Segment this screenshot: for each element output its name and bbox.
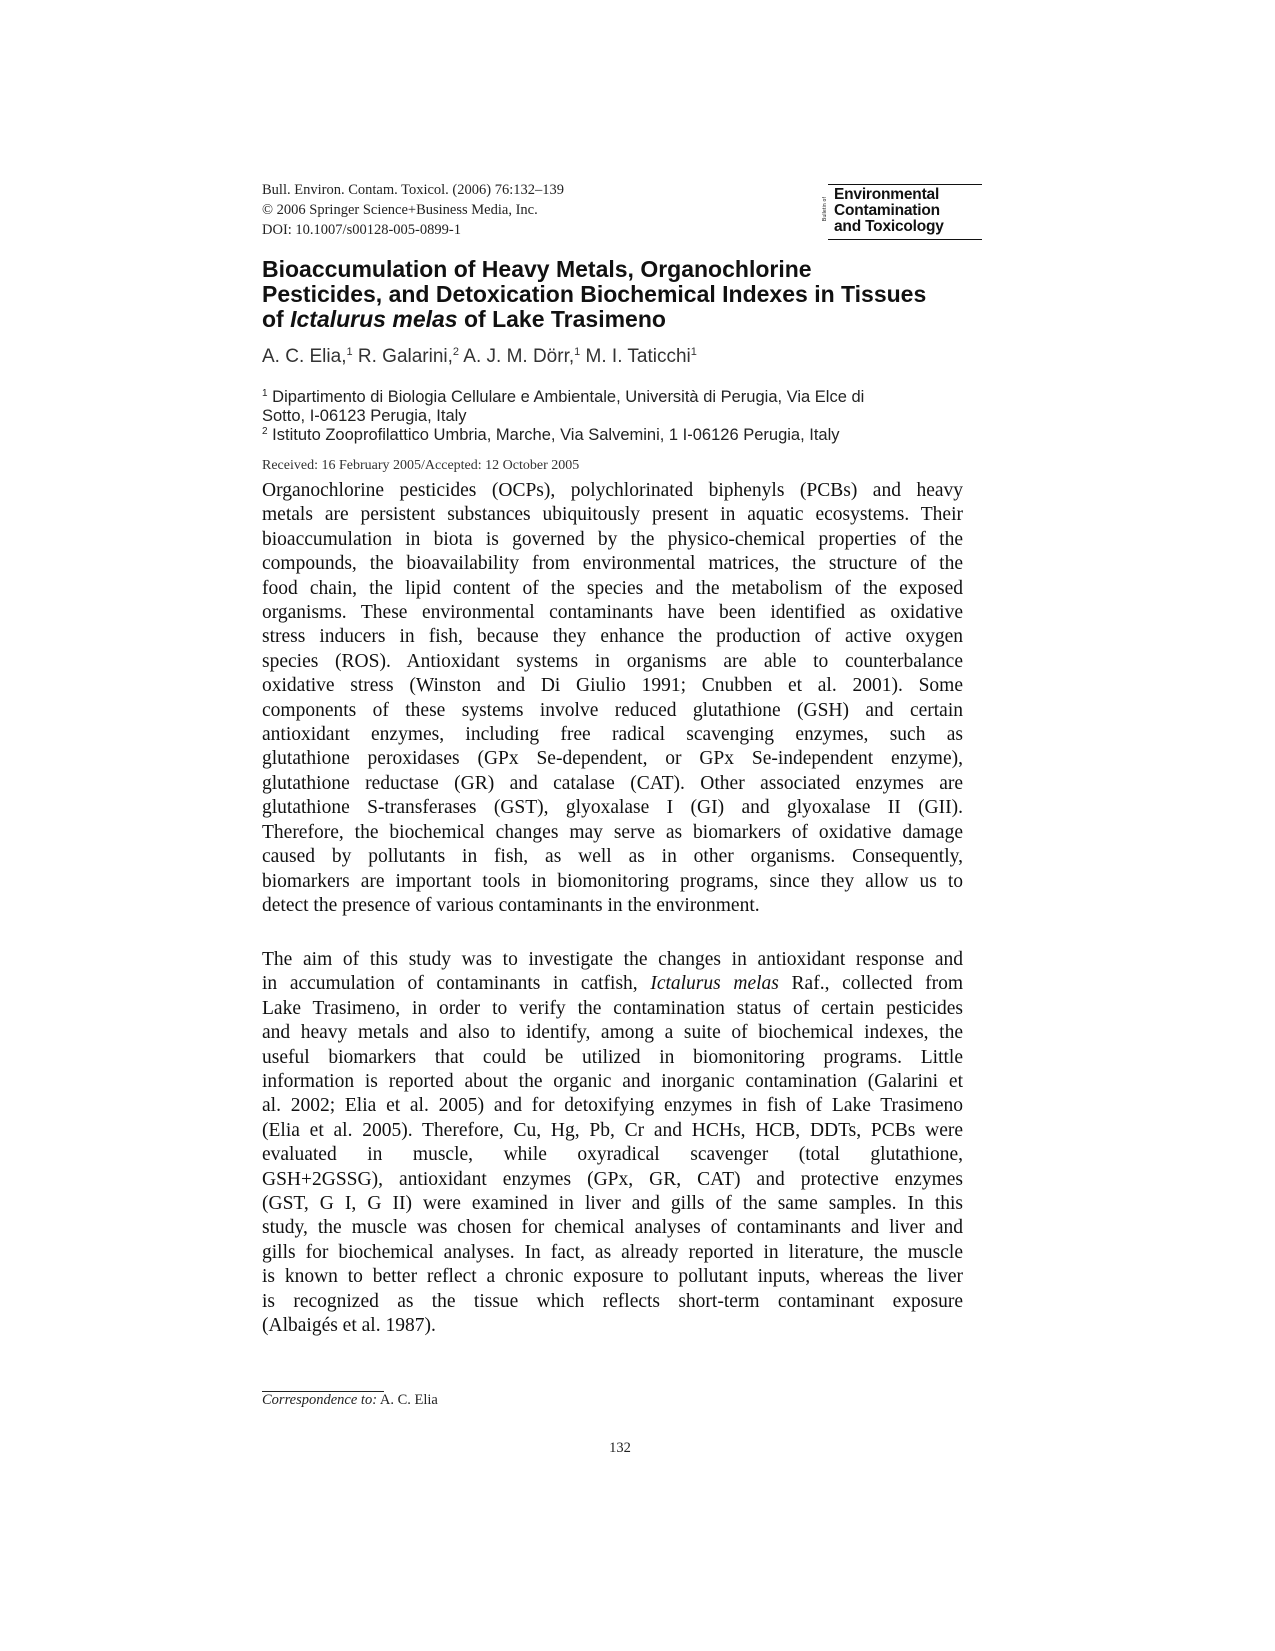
footnote-name: A. C. Elia xyxy=(377,1392,438,1408)
author-affiliation-mark: 1 xyxy=(690,346,697,358)
affiliation-1-line-1: Dipartimento di Biologia Cellulare e Ambientale, Università di Perugia, Via Elce di xyxy=(267,388,865,406)
paragraph-line: organisms. These environmental contaminants have been identified as oxidative xyxy=(262,602,963,624)
footnote-label: Correspondence to: xyxy=(262,1392,378,1408)
affiliation-2-number: 2 xyxy=(262,426,268,437)
title-line-3-pre: of xyxy=(262,306,291,332)
citation-copyright: © 2006 Springer Science+Business Media, Inc. xyxy=(262,202,538,218)
paragraph-line: compounds, the bioavailability from environmental matrices, the structure of the xyxy=(262,553,963,575)
author-name: A. C. Elia, xyxy=(262,346,347,367)
paragraph-line: caused by pollutants in fish, as well as in other organisms. Consequently, xyxy=(262,846,963,868)
affiliation-1 xyxy=(262,388,982,407)
logo-rule-bottom xyxy=(828,239,982,240)
author-name: A. J. M. Dörr, xyxy=(463,346,575,367)
paragraph-line: glutathione reductase (GR) and catalase (CAT). Other associated enzymes are xyxy=(262,772,963,794)
paragraph-line: study, the muscle was chosen for chemical analyses of contaminants and liver and xyxy=(262,1217,963,1239)
title-line-3-post: of Lake Trasimeno xyxy=(457,306,666,332)
paragraph-line: stress inducers in fish, because they enhance the production of active oxygen xyxy=(262,626,963,648)
affiliation-1-line-2: Sotto, I-06123 Perugia, Italy xyxy=(262,407,467,425)
paragraph-line: GSH+2GSSG), antioxidant enzymes (GPx, GR, CAT) and protective enzymes xyxy=(262,1168,963,1190)
paper-title xyxy=(262,257,1022,332)
correspondence-footnote xyxy=(262,1392,438,1409)
body-paragraph-1 xyxy=(262,479,963,918)
logo-line-2: Contamination xyxy=(834,202,940,219)
species-name: Ictalurus melas xyxy=(650,973,779,995)
author-name: R. Galarini, xyxy=(357,346,453,367)
affiliation-2-line-1: Istituto Zooprofilattico Umbria, Marche, Via Salvemini, 1 I-06126 Perugia, Italy xyxy=(267,426,840,444)
citation-journal: Bull. Environ. Contam. Toxicol. (2006) 76:132–139 xyxy=(262,182,564,198)
affiliation-2 xyxy=(262,426,982,445)
paragraph-line: useful biomarkers that could be utilized in biomonitoring programs. Little xyxy=(262,1046,963,1068)
paragraph-line: glutathione S-transferases (GST), glyoxalase I (GI) and glyoxalase II (GII). xyxy=(262,797,963,819)
title-line-1: Bioaccumulation of Heavy Metals, Organochlorine xyxy=(262,256,812,282)
paragraph-line xyxy=(262,972,963,996)
paragraph-line: components of these systems involve reduced glutathione (GSH) and certain xyxy=(262,699,963,721)
title-line-3 xyxy=(262,307,1022,332)
paragraph-line: Organochlorine pesticides (OCPs), polychlorinated biphenyls (PCBs) and heavy xyxy=(262,480,963,501)
paragraph-line: evaluated in muscle, while oxyradical scavenger (total glutathione, xyxy=(262,1144,963,1166)
paragraph-line: gills for biochemical analyses. In fact, as already reported in literature, the muscle xyxy=(262,1241,963,1263)
paragraph-line: Therefore, the biochemical changes may serve as biomarkers of oxidative damage xyxy=(262,821,963,843)
paragraph-line: food chain, the lipid content of the species and the metabolism of the exposed xyxy=(262,577,963,599)
paragraph-line: Lake Trasimeno, in order to verify the contamination status of certain pesticides xyxy=(262,997,963,1019)
paragraph-line: (Albaigés et al. 1987). xyxy=(262,1315,436,1337)
title-species-name: Ictalurus melas xyxy=(290,306,458,332)
paragraph-line: glutathione peroxidases (GPx Se-dependent, or GPx Se-independent enzyme), xyxy=(262,748,963,770)
affiliations xyxy=(262,388,982,445)
paragraph-line: species (ROS). Antioxidant systems in organisms are able to counterbalance xyxy=(262,650,963,672)
affiliation-1-number: 1 xyxy=(262,388,268,399)
paragraph-line: detect the presence of various contaminants in the environment. xyxy=(262,894,760,916)
citation-doi: DOI: 10.1007/s00128-005-0899-1 xyxy=(262,222,461,238)
paragraph-line-post: Raf., collected from xyxy=(778,973,964,995)
citation-block xyxy=(262,180,564,240)
author-affiliation-mark: 1 xyxy=(574,346,581,358)
logo-rule-top xyxy=(828,184,982,185)
author-affiliation-mark: 2 xyxy=(452,346,460,358)
paragraph-line: antioxidant enzymes, including free radical scavenging enzymes, such as xyxy=(262,724,963,746)
paragraph-line-pre: in accumulation of contaminants in catfish, xyxy=(262,973,651,995)
journal-logo xyxy=(822,184,982,240)
title-line-2: Pesticides, and Detoxication Biochemical Indexes in Tissues xyxy=(262,281,927,307)
paragraph-line: is known to better reflect a chronic exposure to pollutant inputs, whereas the liver xyxy=(262,1266,963,1288)
paragraph-line: (GST, G I, G II) were examined in liver and gills of the same samples. In this xyxy=(262,1193,963,1215)
page-number: 132 xyxy=(609,1440,631,1456)
paragraph-line: oxidative stress (Winston and Di Giulio 1991; Cnubben et al. 2001). Some xyxy=(262,675,963,697)
logo-side-text: Bulletin of xyxy=(822,196,829,222)
author-list xyxy=(262,346,697,368)
paragraph-line: bioaccumulation in biota is governed by the physico-chemical properties of the xyxy=(262,528,963,550)
body-paragraph-2 xyxy=(262,948,963,1339)
author-name: M. I. Taticchi xyxy=(585,346,691,367)
received-dates: Received: 16 February 2005/Accepted: 12 October 2005 xyxy=(262,458,580,473)
logo-line-1: Environmental xyxy=(834,186,940,203)
logo-line-3: and Toxicology xyxy=(834,218,944,235)
paragraph-line: information is reported about the organic and inorganic contamination (Galarini et xyxy=(262,1071,963,1093)
paragraph-line: The aim of this study was to investigate the changes in antioxidant response and xyxy=(262,949,963,970)
paragraph-line: and heavy metals and also to identify, among a suite of biochemical indexes, the xyxy=(262,1022,963,1044)
paragraph-line: biomarkers are important tools in biomonitoring programs, since they allow us to xyxy=(262,870,963,892)
author-affiliation-mark: 1 xyxy=(346,346,353,358)
paragraph-line: metals are persistent substances ubiquitously present in aquatic ecosystems. Their xyxy=(262,504,963,526)
paragraph-line: is recognized as the tissue which reflects short-term contaminant exposure xyxy=(262,1290,963,1312)
paragraph-line: (Elia et al. 2005). Therefore, Cu, Hg, Pb, Cr and HCHs, HCB, DDTs, PCBs were xyxy=(262,1119,963,1141)
paragraph-line: al. 2002; Elia et al. 2005) and for detoxifying enzymes in fish of Lake Trasimeno xyxy=(262,1095,963,1117)
